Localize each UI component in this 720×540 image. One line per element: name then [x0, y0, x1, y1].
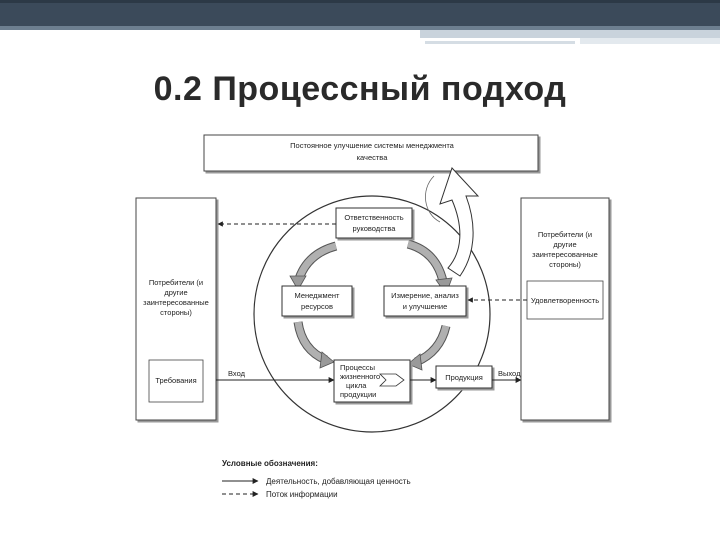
measurement-line-1: Измерение, анализ [391, 291, 459, 300]
product-box [436, 366, 492, 388]
improvement-line-2: качества [356, 153, 388, 162]
responsibility-line-2: руководства [352, 224, 396, 233]
satisfaction-label: Удовлетворенность [530, 296, 600, 305]
left-panel-line-4: стороны) [160, 308, 192, 317]
resource-line-1: Менеджмент [294, 291, 340, 300]
output-label: Выход [498, 369, 521, 378]
left-panel-line-2: другие [164, 288, 188, 297]
lifecycle-line-4: продукции [340, 390, 377, 399]
lifecycle-line-2: жизненного [340, 372, 381, 381]
improvement-line-1: Постоянное улучшение системы менеджмента [290, 141, 454, 150]
right-panel-line-1: Потребители (и [537, 230, 593, 239]
resource-management-box [282, 286, 352, 316]
resource-line-2: ресурсов [301, 302, 333, 311]
legend-value-activity: Деятельность, добавляющая ценность [266, 477, 411, 486]
management-responsibility-box [336, 208, 412, 238]
lifecycle-line-1: Процессы [340, 363, 376, 372]
legend-title: Условные обозначения: [222, 459, 318, 468]
left-stakeholders-panel [136, 198, 216, 420]
right-panel-line-3: заинтересованные [532, 250, 598, 259]
legend-info-flow: Поток информации [266, 490, 338, 499]
input-label: Вход [228, 369, 245, 378]
right-stakeholders-panel [521, 198, 609, 420]
legend [222, 459, 411, 499]
responsibility-line-1: Ответственность [344, 213, 404, 222]
left-panel-line-1: Потребители (и [148, 278, 204, 287]
left-panel-line-3: заинтересованные [143, 298, 209, 307]
product-label: Продукция [445, 373, 483, 382]
lifecycle-line-3: цикла [346, 381, 367, 390]
improvement-box [204, 135, 538, 171]
page-title: 0.2 Процессный подход [153, 70, 567, 108]
measurement-box [384, 286, 466, 316]
right-panel-line-2: другие [553, 240, 577, 249]
lifecycle-processes-box [334, 360, 410, 402]
requirements-label: Требования [155, 376, 197, 385]
right-panel-line-4: стороны) [549, 260, 581, 269]
measurement-line-2: и улучшение [402, 302, 448, 311]
